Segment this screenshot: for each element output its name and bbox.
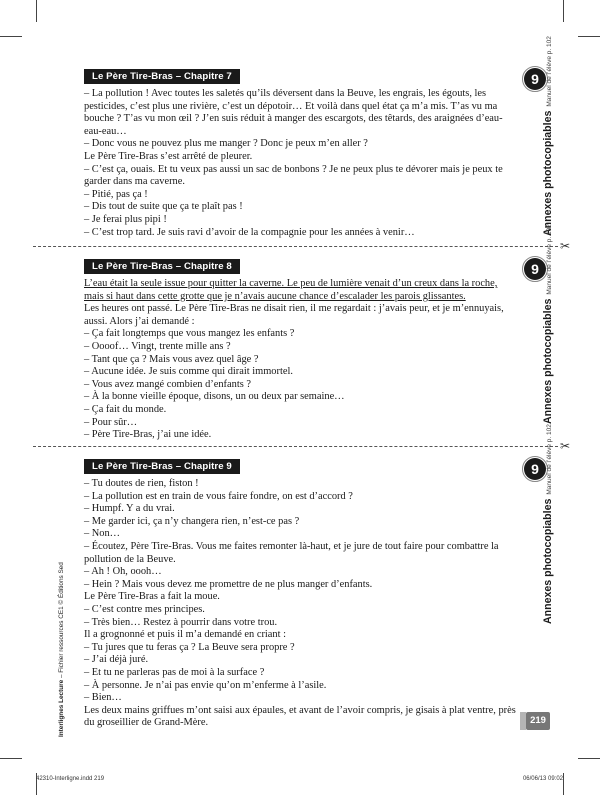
text-line: – Bien… bbox=[84, 692, 122, 704]
text-line: – Je ferai plus pipi ! bbox=[84, 213, 167, 225]
text-line: Le Père Tire-Bras a fait la moue. bbox=[84, 591, 220, 603]
text-line: – Me garder ici, ça n’y changera rien, n’est-ce pas ? bbox=[84, 515, 300, 527]
chapter-9-title: Le Père Tire-Bras – Chapitre 9 bbox=[84, 459, 240, 474]
trim-mark bbox=[0, 36, 22, 37]
text-line: – À la bonne vieille époque, disons, un ou deux par semaine… bbox=[84, 391, 345, 403]
trim-mark bbox=[0, 758, 22, 759]
text-line: – Ah ! Oh, oooh… bbox=[84, 566, 162, 578]
footer-date: 06/06/13 09:02 bbox=[522, 776, 563, 782]
text-line: – Pour sûr… bbox=[84, 416, 138, 428]
text-line: – Père Tire-Bras, j’ai une idée. bbox=[84, 429, 212, 441]
sidebar-title: Annexes photocopiables bbox=[542, 498, 554, 624]
text-line-underlined: L’eau était la seule issue pour quitter la caverne. Le peu de lumière venait d’un creux dans la roche, mais si haut dans cette grotte que je n’avais aucune chance d’escalader les parois glissantes. bbox=[84, 278, 498, 302]
copyright-notice bbox=[58, 562, 65, 737]
text-line: – Tant que ça ? Mais vous avez quel âge ? bbox=[84, 353, 259, 365]
cut-line bbox=[33, 446, 558, 447]
chapter-8-section bbox=[84, 256, 516, 442]
text-line: – Ça fait du monde. bbox=[84, 403, 167, 415]
text-line: – La pollution est en train de vous faire fondre, on est d’accord ? bbox=[84, 490, 353, 502]
chapter-7-title: Le Père Tire-Bras – Chapitre 7 bbox=[84, 69, 240, 84]
trim-mark bbox=[578, 758, 600, 759]
text-line: Les heures ont passé. Le Père Tire-Bras ne disait rien, il me regardait : j’avais peur, et je m’ennuyais, aussi. Alors j’ai demandé : bbox=[84, 303, 504, 327]
text-line: – Vous avez mangé combien d’enfants ? bbox=[84, 378, 251, 390]
chapter-7-section bbox=[84, 66, 516, 239]
text-line: – Oooof… Vingt, trente mille ans ? bbox=[84, 340, 231, 352]
trim-mark bbox=[36, 0, 37, 22]
page-number: 219 bbox=[526, 712, 550, 730]
text-line: – Dis tout de suite que ça te plaît pas ! bbox=[84, 201, 243, 213]
chapter-badge: 9 bbox=[524, 68, 546, 90]
text-line: – La pollution ! Avec toutes les saletés qu’ils déversent dans la Beuve, les engrais, les égouts, les pesticides, c’est plus une rivière, c’est un dépotoir… Et voilà dans quel état ça m’a mis. T’as vu ma bouche ? T’as vu mon œil ? J’en suis réduit à manger des escargots, des têtards, des araignées d’eau-eau-eau… bbox=[84, 88, 503, 137]
text-line: – C’est contre mes principes. bbox=[84, 603, 205, 615]
text-line: – Tu doutes de rien, fiston ! bbox=[84, 478, 199, 489]
text-line: – Aucune idée. Je suis comme qui dirait immortel. bbox=[84, 366, 293, 378]
text-line: Il a grognonné et puis il m’a demandé en criant : bbox=[84, 629, 286, 641]
chapter-7-text bbox=[84, 88, 516, 239]
trim-mark bbox=[578, 36, 600, 37]
text-line: – Hein ? Mais vous devez me promettre de ne plus manger d’enfants. bbox=[84, 578, 373, 590]
text-line: – Très bien… Restez à pourrir dans votre trou. bbox=[84, 616, 278, 628]
sidebar-label bbox=[538, 224, 556, 424]
text-line: – J’ai déjà juré. bbox=[84, 654, 149, 666]
text-line: – Non… bbox=[84, 528, 121, 540]
copyright-text: – Fichier ressources CE1 © Éditions Sed bbox=[58, 562, 65, 680]
text-line: – Ça fait longtemps que vous mangez les enfants ? bbox=[84, 328, 295, 340]
footer-file-info: 42310-Interligne.indd 219 bbox=[36, 776, 105, 782]
chapter-9-section bbox=[84, 456, 516, 730]
text-line: – Tu jures que tu feras ça ? La Beuve sera propre ? bbox=[84, 641, 295, 653]
sidebar-label bbox=[538, 36, 556, 236]
sidebar-subtitle: Manuel de l’élève p. 102 bbox=[546, 424, 553, 495]
chapter-badge: 9 bbox=[524, 458, 546, 480]
text-line: – C’est ça, ouais. Et tu veux pas aussi un sac de bonbons ? Je ne peux plus te dévorer mais je peux te garder dans ma caverne. bbox=[84, 163, 503, 188]
brand-name: Interlignes Lecture bbox=[58, 679, 65, 737]
sidebar-title: Annexes photocopiables bbox=[542, 298, 554, 424]
text-line: Les deux mains griffues m’ont saisi aux épaules, et avant de l’avoir compris, je gisais à plat ventre, près du groseillier de Grand-Mère. bbox=[84, 704, 516, 729]
chapter-badge: 9 bbox=[524, 258, 546, 280]
scissors-icon: ✂ bbox=[559, 239, 570, 253]
trim-mark bbox=[563, 0, 564, 22]
text-line: – Et tu ne parleras pas de moi à la surface ? bbox=[84, 666, 265, 678]
text-line: – Pitié, pas ça ! bbox=[84, 188, 148, 200]
text-line: – C’est trop tard. Je suis ravi d’avoir de la compagnie pour les années à venir… bbox=[84, 226, 415, 238]
sidebar-subtitle: Manuel de l’élève p. 102 bbox=[546, 224, 553, 295]
sidebar-title: Annexes photocopiables bbox=[542, 110, 554, 236]
scissors-icon: ✂ bbox=[559, 439, 570, 453]
text-line: – À personne. Je n’ai pas envie qu’on m’enferme à l’asile. bbox=[84, 679, 327, 691]
chapter-9-text bbox=[84, 478, 516, 730]
text-line: – Écoutez, Père Tire-Bras. Vous me faites remonter là-haut, et je jure de tout faire pour combattre la pollution de la Beuve. bbox=[84, 540, 499, 565]
text-line: – Donc vous ne pouvez plus me manger ? Donc je peux m’en aller ? bbox=[84, 138, 368, 150]
sidebar-subtitle: Manuel de l’élève p. 102 bbox=[546, 36, 553, 107]
chapter-8-title: Le Père Tire-Bras – Chapitre 8 bbox=[84, 259, 240, 274]
text-line: – Humpf. Y a du vrai. bbox=[84, 503, 175, 515]
text-line: Le Père Tire-Bras s’est arrêté de pleurer. bbox=[84, 150, 253, 162]
trim-mark bbox=[563, 773, 564, 795]
cut-line bbox=[33, 246, 558, 247]
sidebar-label bbox=[538, 424, 556, 624]
chapter-8-text bbox=[84, 278, 516, 442]
